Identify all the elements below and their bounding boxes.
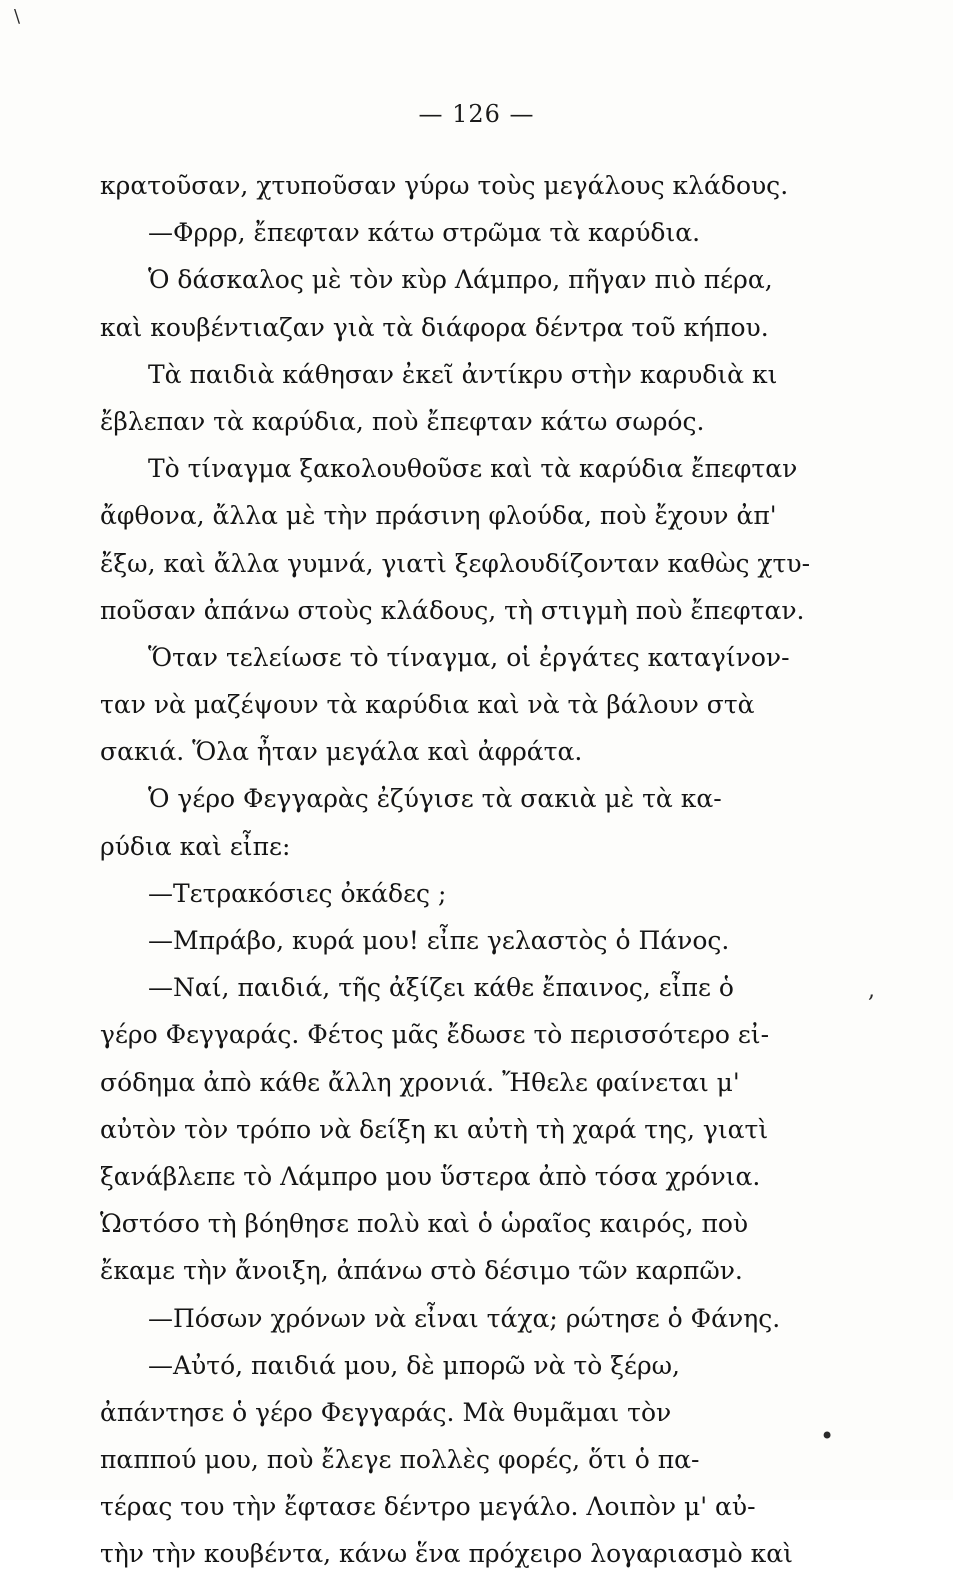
text-line: σόδημα ἀπὸ κάθε ἄλλη χρονιά. Ἤθελε φαίνεται μ': [100, 1067, 740, 1097]
text-line: ἔκαμε τὴν ἄνοιξη, ἀπάνω στὸ δέσιμο τῶν καρπῶν.: [100, 1256, 743, 1286]
text-line: Τὰ παιδιὰ κάθησαν ἐκεῖ ἀντίκρυ στὴν καρυδιὰ κι: [148, 359, 778, 389]
page-number: — 126 —: [418, 100, 535, 128]
text-line: ποῦσαν ἀπάνω στοὺς κλάδους, τὴ στιγμὴ ποὺ ἔπεφταν.: [100, 595, 805, 625]
text-line: —Τετρακόσιες ὀκάδες ;: [148, 878, 447, 908]
text-line: αὐτὸν τὸν τρόπο νὰ δείξη κι αὐτὴ τὴ χαρά της, γιατὶ: [100, 1114, 769, 1144]
text-line: σακιά. Ὅλα ἦταν μεγάλα καὶ ἀφράτα.: [100, 737, 583, 767]
text-line: καὶ κουβέντιαζαν γιὰ τὰ διάφορα δέντρα τοῦ κήπου.: [100, 312, 769, 342]
text-line: τὴν τὴν κουβέντα, κάνω ἕνα πρόχειρο λογαριασμὸ καὶ: [100, 1539, 793, 1569]
text-line: παππού μου, ποὺ ἔλεγε πολλὲς φορές, ὅτι ὁ πα-: [100, 1445, 700, 1475]
text-line: Ὁ δάσκαλος μὲ τὸν κὺρ Λάμπρο, πῆγαν πιὸ πέρα,: [148, 265, 773, 295]
text-line: ρύδια καὶ εἶπε:: [100, 831, 291, 861]
text-line: ἄφθονα, ἄλλα μὲ τὴν πράσινη φλούδα, ποὺ ἔχουν ἀπ': [100, 501, 777, 531]
margin-mark: ,: [868, 978, 875, 1003]
text-line: Ὅταν τελείωσε τὸ τίναγμα, οἱ ἐργάτες καταγίνον-: [148, 642, 790, 672]
text-line: Ὁ γέρο Φεγγαρὰς ἐζύγισε τὰ σακιὰ μὲ τὰ κα-: [148, 784, 722, 814]
text-line: ἀπάντησε ὁ γέρο Φεγγαράς. Μὰ θυμᾶμαι τὸν: [100, 1397, 672, 1427]
text-line: ἔξω, καὶ ἄλλα γυμνά, γιατὶ ξεφλουδίζονταν καθὼς χτυ-: [100, 548, 811, 578]
text-line: ταν νὰ μαζέψουν τὰ καρύδια καὶ νὰ τὰ βάλουν στὰ: [100, 690, 755, 720]
text-line: τέρας του τὴν ἔφτασε δέντρο μεγάλο. Λοιπὸν μ' αὐ-: [100, 1492, 756, 1522]
text-line: Τὸ τίναγμα ξακολουθοῦσε καὶ τὰ καρύδια ἔπεφταν: [148, 454, 798, 484]
text-line: —Φρρρ, ἔπεφταν κάτω στρῶμα τὰ καρύδια.: [148, 218, 701, 248]
text-line: ξανάβλεπε τὸ Λάμπρο μου ὕστερα ἀπὸ τόσα χρόνια.: [100, 1161, 761, 1191]
text-line: κρατοῦσαν, χτυποῦσαν γύρω τοὺς μεγάλους κλάδους.: [100, 171, 789, 200]
text-line: γέρο Φεγγαράς. Φέτος μᾶς ἔδωσε τὸ περισσότερο εἰ-: [100, 1020, 770, 1050]
text-line: —Πόσων χρόνων νὰ εἶναι τάχα; ρώτησε ὁ Φάνης.: [148, 1303, 781, 1333]
text-line: —Μπράβο, κυρά μου! εἶπε γελαστὸς ὁ Πάνος.: [148, 926, 730, 955]
margin-mark: \: [14, 6, 21, 27]
text-line: —Αὐτό, παιδιά μου, δὲ μπορῶ νὰ τὸ ξέρω,: [148, 1350, 680, 1380]
text-line: ἔβλεπαν τὰ καρύδια, ποὺ ἔπεφταν κάτω σωρός.: [100, 406, 705, 436]
body-text: [100, 162, 860, 1578]
margin-dot: •: [820, 1422, 835, 1450]
text-line: —Ναί, παιδιά, τῆς ἀξίζει κάθε ἔπαινος, εἶπε ὁ: [148, 973, 734, 1003]
text-line: Ὡστόσο τὴ βόηθησε πολὺ καὶ ὁ ὡραῖος καιρός, ποὺ: [100, 1209, 749, 1239]
